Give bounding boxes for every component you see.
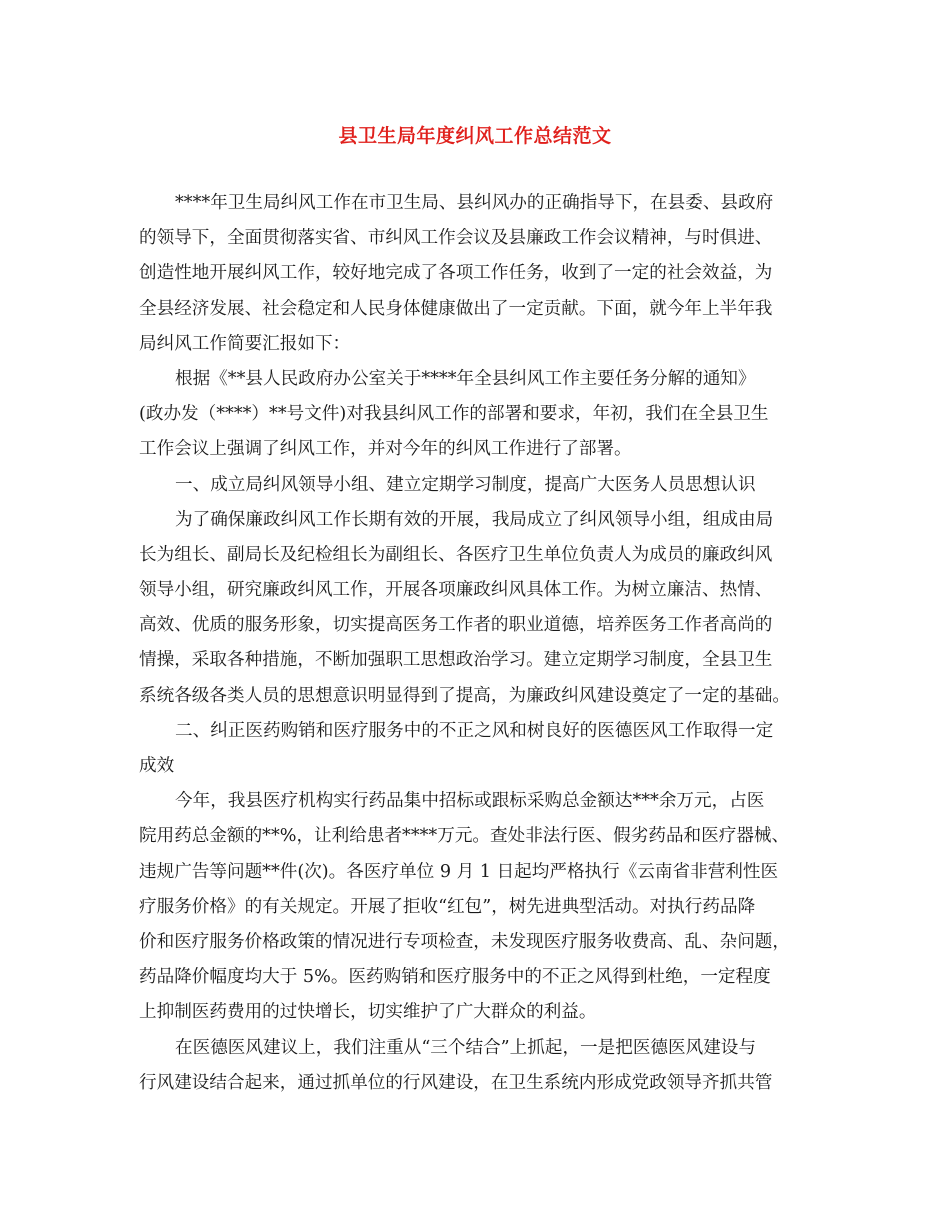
document-body xyxy=(139,186,815,1101)
body-line: 全县经济发展、社会稳定和人民身体健康做出了一定贡献。下面，就今年上半年我 xyxy=(139,298,773,319)
body-line: 上抑制医药费用的过快增长，切实维护了广大群众的利益。 xyxy=(139,1002,597,1023)
body-line: 高效、优质的服务形象，切实提高医务工作者的职业道德，培养医务工作者高尚的 xyxy=(139,615,773,636)
body-line: ****年卫生局纠风工作在市卫生局、县纠风办的正确指导下，在县委、县政府 xyxy=(175,193,774,213)
body-line: 价和医疗服务价格政策的情况进行专项检查，未发现医疗服务收费高、乱、杂问题， xyxy=(139,931,790,952)
body-line: 情操，采取各种措施，不断加强职工思想政治学习。建立定期学习制度，全县卫生 xyxy=(139,650,773,671)
body-line: 院用药总金额的**%，让利给患者****万元。查处非法行医、假劣药品和医疗器械、 xyxy=(139,826,790,847)
body-line: 创造性地开展纠风工作，较好地完成了各项工作任务，收到了一定的社会效益，为 xyxy=(139,263,773,284)
body-line: 局纠风工作简要汇报如下： xyxy=(139,333,351,354)
body-line: 疗服务价格》的有关规定。开展了拒收“红包”，树先进典型活动。对执行药品降 xyxy=(139,896,756,917)
body-line: 为了确保廉政纠风工作长期有效的开展，我局成立了纠风领导小组，组成由局 xyxy=(175,509,774,530)
body-line: 领导小组，研究廉政纠风工作，开展各项廉政纠风具体工作。为树立廉洁、热情、 xyxy=(139,580,773,601)
document-title: 县卫生局年度纠风工作总结范文 xyxy=(338,125,612,147)
body-line: 违规广告等问题**件(次)。各医疗单位 9 月 1 日起均严格执行《云南省非营利性医 xyxy=(139,861,779,882)
body-line: (政办发（****）**号文件)对我县纠风工作的部署和要求，年初，我们在全县卫生 xyxy=(139,404,769,425)
body-line: 根据《**县人民政府办公室关于****年全县纠风工作主要任务分解的通知》 xyxy=(175,368,756,389)
body-line: 工作会议上强调了纠风工作，并对今年的纠风工作进行了部署。 xyxy=(139,439,632,460)
body-line: 的领导下，全面贯彻落实省、市纠风工作会议及县廉政工作会议精神，与时俱进、 xyxy=(139,228,773,249)
body-line: 系统各级各类人员的思想意识明显得到了提高，为廉政纠风建设奠定了一定的基础。 xyxy=(139,685,790,706)
body-line: 行风建设结合起来，通过抓单位的行风建设，在卫生系统内形成党政领导齐抓共管 xyxy=(139,1072,773,1093)
body-line: 在医德医风建议上，我们注重从“三个结合”上抓起，一是把医德医风建设与 xyxy=(175,1037,756,1058)
body-line: 一、成立局纠风领导小组、建立定期学习制度，提高广大医务人员思想认识 xyxy=(175,474,756,495)
body-line: 药品降价幅度均大于 5%。医药购销和医疗服务中的不正之风得到杜绝，一定程度 xyxy=(139,967,771,988)
body-line: 长为组长、副局长及纪检组长为副组长、各医疗卫生单位负责人为成员的廉政纠风 xyxy=(139,544,773,565)
body-line: 二、纠正医药购销和医疗服务中的不正之风和树良好的医德医风工作取得一定 xyxy=(175,720,774,741)
body-line: 成效 xyxy=(139,756,175,776)
body-line: 今年，我县医疗机构实行药品集中招标或跟标采购总金额达***余万元，占医 xyxy=(175,791,765,812)
